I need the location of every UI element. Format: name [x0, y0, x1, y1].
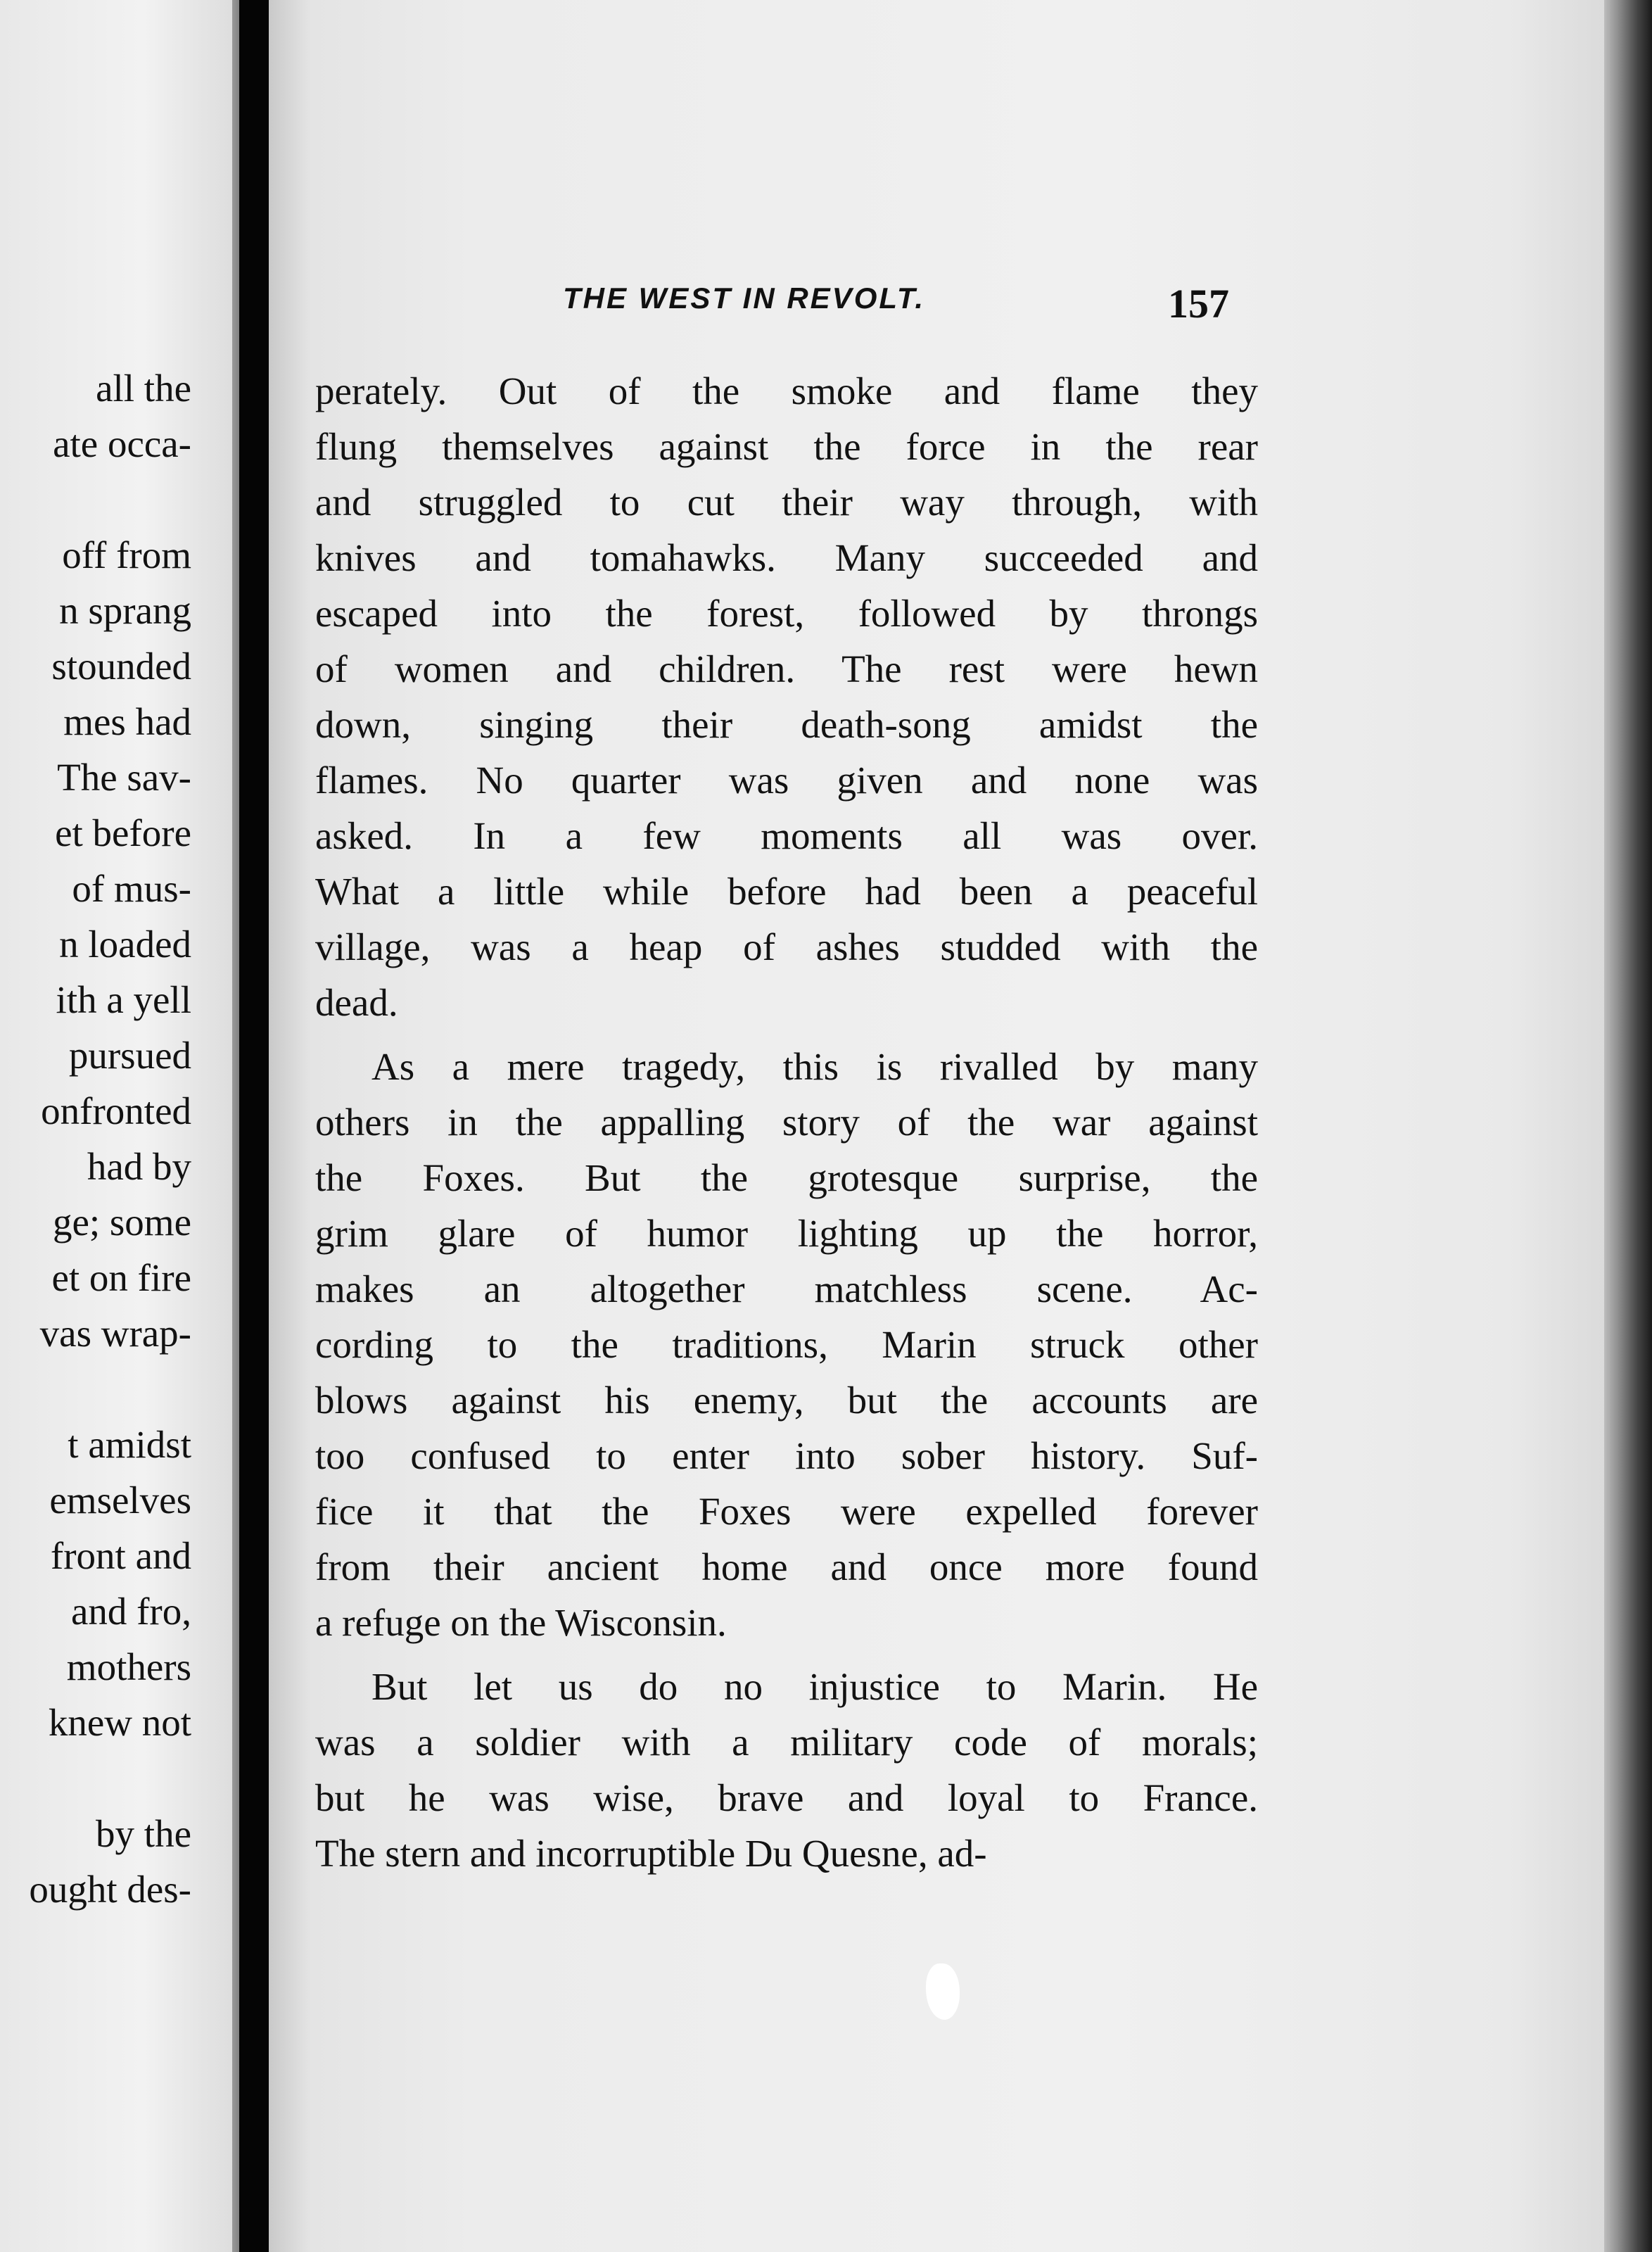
left-page	[0, 0, 239, 2252]
text-line: flung themselves against the force in the rear	[315, 425, 1258, 468]
paragraph-gap	[315, 1650, 1258, 1659]
left-page-text	[0, 360, 191, 1917]
left-page-line: off from	[62, 533, 191, 576]
text-line: The stern and incorruptible Du Quesne, ad-	[315, 1832, 987, 1875]
left-page-line: knew not	[48, 1701, 191, 1744]
text-line: of women and children. The rest were hewn	[315, 647, 1258, 690]
text-line: knives and tomahawks. Many succeeded and	[315, 536, 1258, 579]
text-line: was a soldier with a military code of morals;	[315, 1721, 1258, 1764]
left-page-line: mes had	[63, 700, 191, 743]
left-page-line: n sprang	[59, 589, 191, 632]
left-page-line: onfronted	[41, 1089, 191, 1132]
text-line: but he was wise, brave and loyal to France.	[315, 1776, 1258, 1819]
left-page-line: ith a yell	[56, 978, 191, 1021]
running-header: THE WEST IN REVOLT.	[563, 282, 926, 315]
text-line: and struggled to cut their way through, with	[315, 481, 1258, 524]
text-line: grim glare of humor lighting up the horror,	[315, 1212, 1258, 1255]
left-page-line: vas wrap-	[39, 1312, 191, 1355]
text-line: fice it that the Foxes were expelled forever	[315, 1490, 1258, 1533]
left-page-line: stounded	[51, 645, 191, 688]
left-page-line	[0, 472, 191, 527]
text-line: village, was a heap of ashes studded with the	[315, 925, 1258, 968]
text-line: But let us do no injustice to Marin. He	[371, 1665, 1258, 1708]
left-page-line: et on fire	[51, 1256, 191, 1299]
paragraph-gap	[315, 1030, 1258, 1039]
left-page-line: The sav-	[57, 756, 191, 799]
left-page-line: ate occa-	[53, 422, 191, 465]
text-line: As a mere tragedy, this is rivalled by many	[371, 1045, 1258, 1088]
left-page-line: mothers	[66, 1645, 191, 1688]
left-page-line: all the	[96, 367, 191, 410]
text-line: cording to the traditions, Marin struck other	[315, 1323, 1258, 1366]
left-page-line: and fro,	[70, 1590, 191, 1633]
text-line: too confused to enter into sober history. Suf-	[315, 1434, 1258, 1477]
right-page-edge	[1604, 0, 1652, 2252]
left-page-line: by the	[96, 1812, 191, 1855]
left-page-line	[0, 1361, 191, 1417]
left-page-line	[0, 1750, 191, 1806]
text-line: down, singing their death-song amidst the	[315, 703, 1258, 746]
left-page-line: had by	[87, 1145, 191, 1188]
text-line: makes an altogether matchless scene. Ac-	[315, 1267, 1258, 1310]
left-page-line: ge; some	[52, 1201, 191, 1244]
left-page-line: et before	[55, 811, 191, 854]
text-line: blows against his enemy, but the accounts are	[315, 1379, 1258, 1422]
text-line: asked. In a few moments all was over.	[315, 814, 1258, 857]
text-line: What a little while before had been a peaceful	[315, 870, 1258, 913]
text-line: others in the appalling story of the war against	[315, 1101, 1258, 1144]
book-gutter	[239, 0, 269, 2252]
text-line: perately. Out of the smoke and flame they	[315, 369, 1258, 412]
text-line: flames. No quarter was given and none was	[315, 759, 1258, 802]
text-line: escaped into the forest, followed by throngs	[315, 592, 1258, 635]
left-page-line: ought des-	[29, 1868, 191, 1911]
left-page-line: front and	[50, 1534, 191, 1577]
left-page-line: t amidst	[68, 1423, 191, 1466]
right-page-text	[315, 363, 1258, 1881]
left-page-line: of mus-	[72, 867, 191, 910]
left-page-line: pursued	[68, 1034, 191, 1077]
page-number: 157	[1168, 281, 1229, 327]
text-line: a refuge on the Wisconsin.	[315, 1601, 727, 1644]
text-line: the Foxes. But the grotesque surprise, the	[315, 1156, 1258, 1199]
text-line: dead.	[315, 981, 398, 1024]
text-line: from their ancient home and once more found	[315, 1545, 1258, 1588]
left-page-line: n loaded	[59, 923, 191, 966]
left-page-line: emselves	[49, 1479, 191, 1522]
